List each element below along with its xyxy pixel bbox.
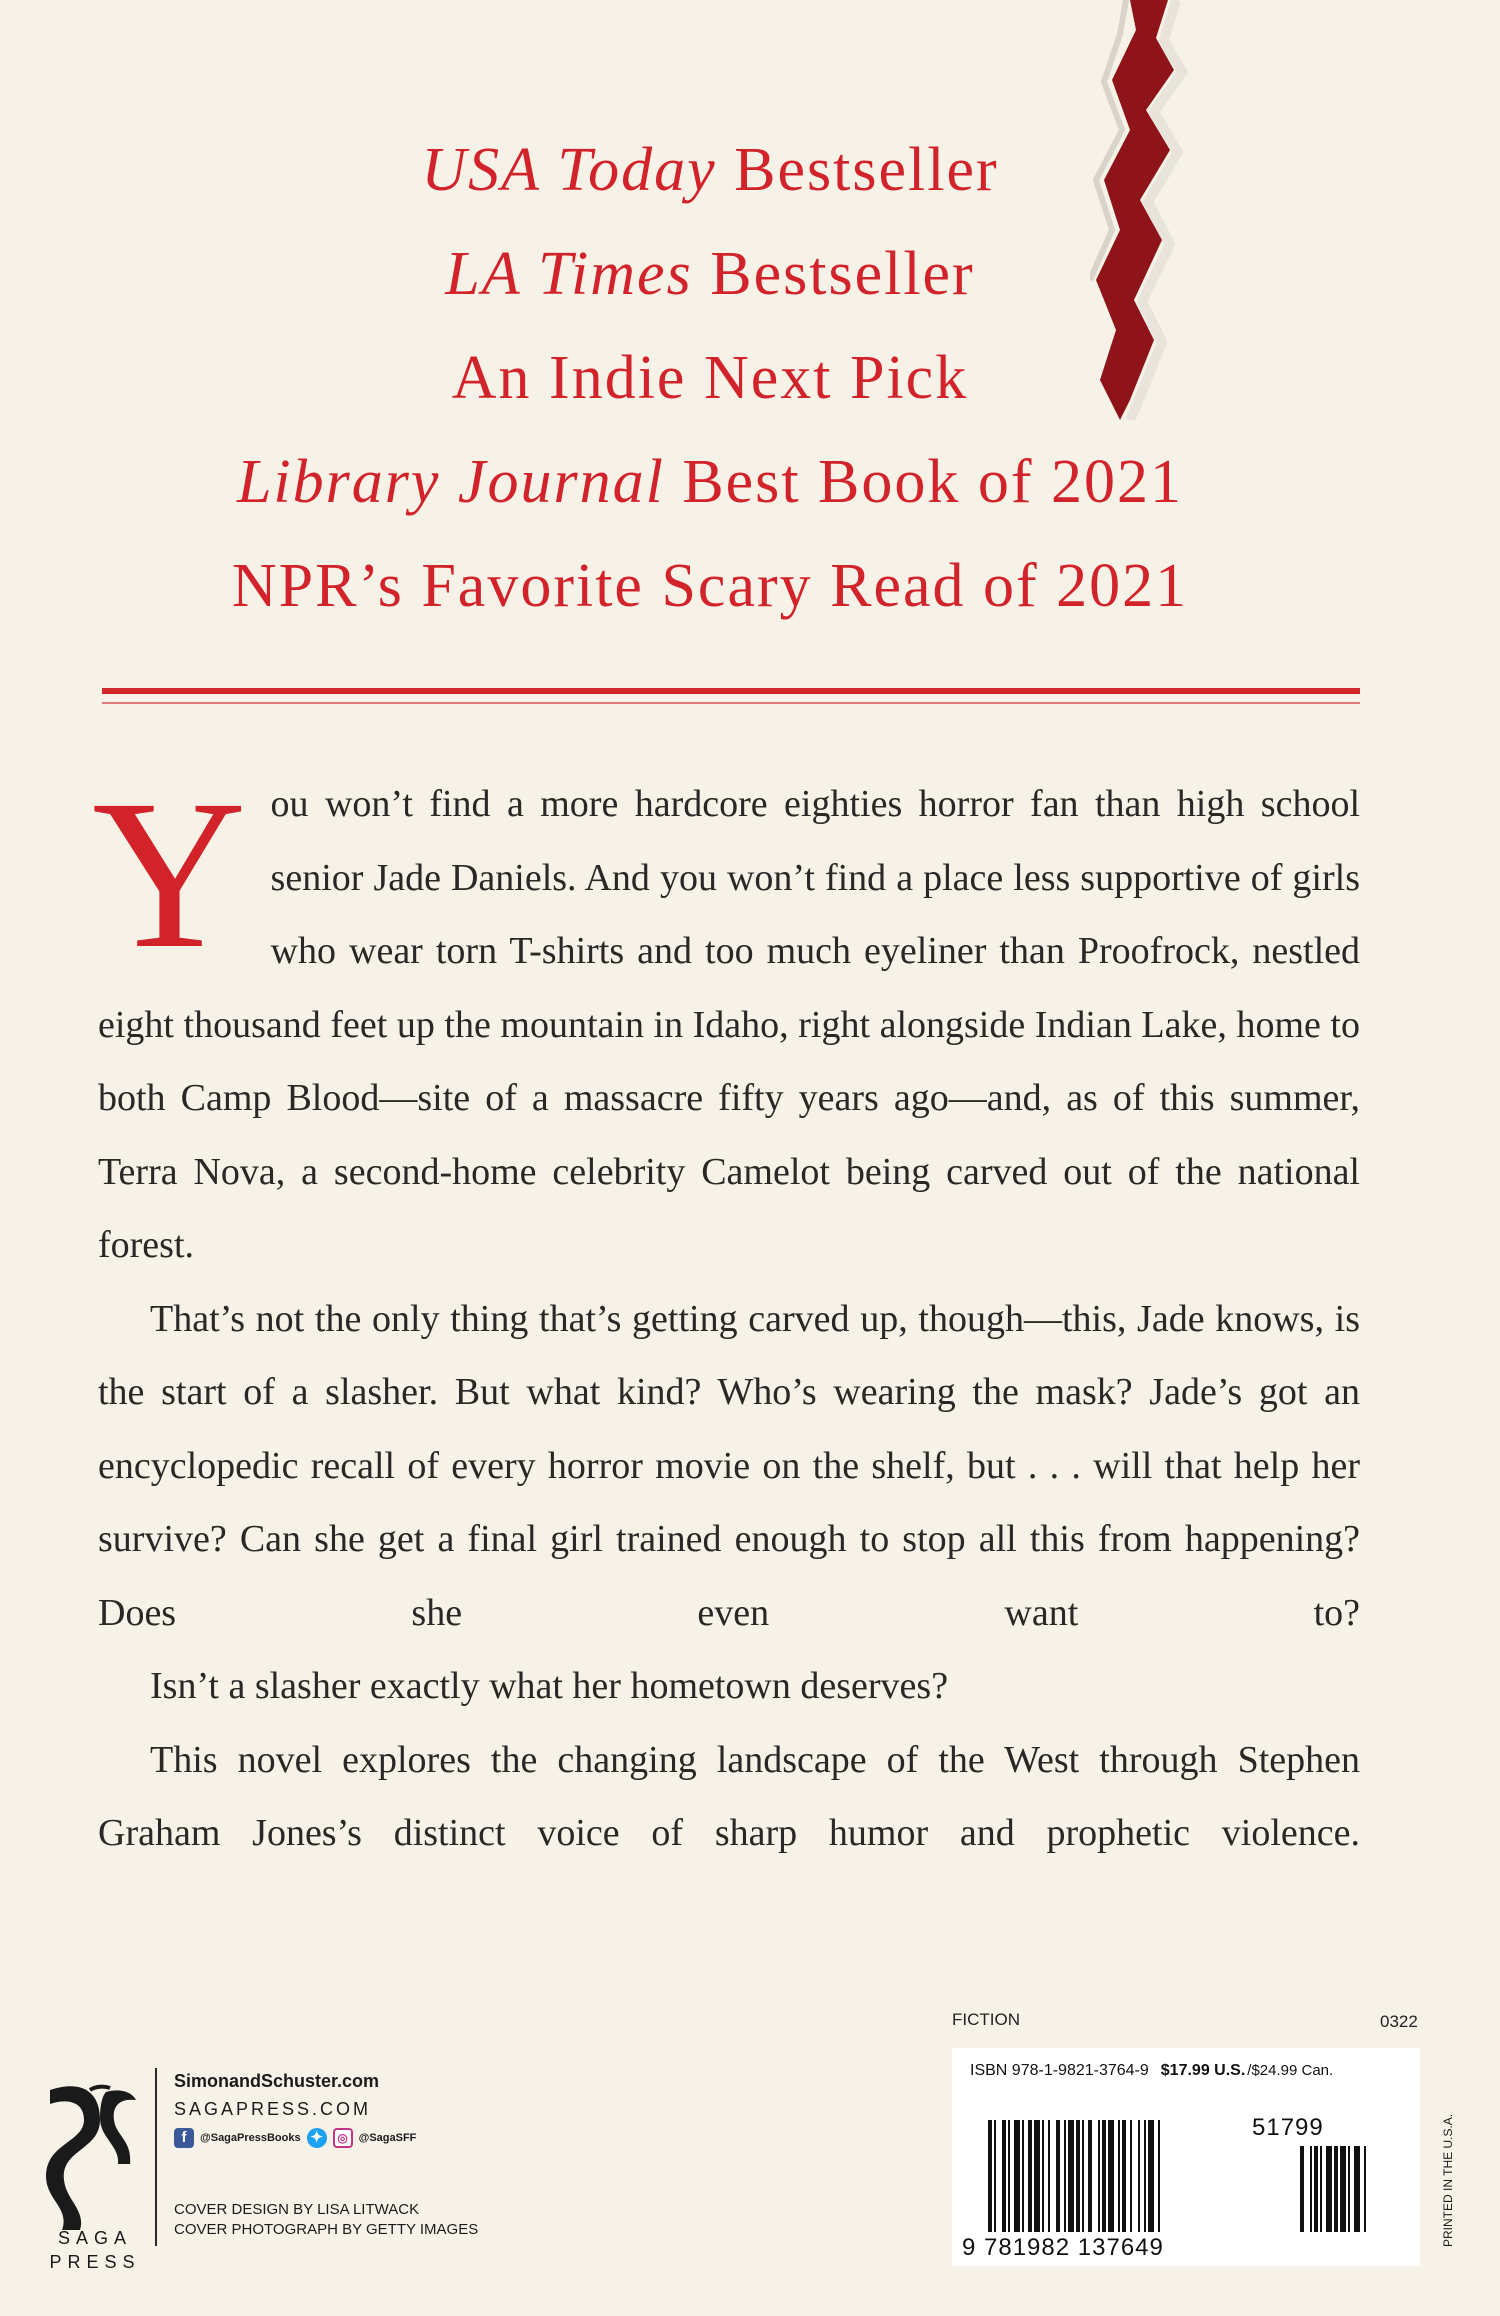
accolades-list bbox=[100, 118, 1320, 638]
cover-photo-credit: COVER PHOTOGRAPH BY GETTY IMAGES bbox=[174, 2221, 479, 2238]
saga-press-wordmark: SAGA PRESS bbox=[49, 2228, 141, 2272]
blurb-paragraph-4: This novel explores the changing landscape of the West through Stephen Graham Jones’s distinct voice of sharp humor and prophetic violence. bbox=[98, 1738, 1360, 1854]
cover-design-credit: COVER DESIGN BY LISA LITWACK bbox=[174, 2201, 420, 2218]
cover-credits bbox=[174, 2200, 478, 2240]
accolade-2: LA Times Bestseller bbox=[445, 240, 975, 308]
divider-rule bbox=[102, 688, 1360, 694]
simon-schuster-link[interactable]: SimonandSchuster.com bbox=[174, 2071, 380, 2091]
saga-press-logo-icon bbox=[40, 2070, 150, 2240]
book-description bbox=[92, 756, 1360, 1871]
facebook-icon[interactable]: f bbox=[174, 2128, 194, 2148]
instagram-icon[interactable]: ◎ bbox=[333, 2128, 353, 2148]
printed-in-label: PRINTED IN THE U.S.A. bbox=[1441, 2113, 1455, 2247]
price-canada: /$24.99 Can. bbox=[1247, 2062, 1334, 2079]
accolade-5: NPR’s Favorite Scary Read of 2021 bbox=[231, 552, 1189, 620]
saga-press-link[interactable]: SAGAPRESS.COM bbox=[174, 2099, 372, 2119]
isbn-number: ISBN 978-1-9821-3764-9 bbox=[970, 2062, 1149, 2079]
accolade-4: Library Journal Best Book of 2021 bbox=[236, 448, 1184, 516]
publisher-separator bbox=[155, 2068, 157, 2246]
print-code: 0322 bbox=[1380, 2012, 1418, 2031]
accolade-3: An Indie Next Pick bbox=[451, 344, 969, 412]
blurb-paragraph-1: You won’t find a more hardcore eighties horror fan than high school senior Jade Daniels. And you won’t find a place less supportive of girls who wear torn T-shirts and too much eyeliner than Proofrock, nestled eight thousand feet up the mountain in Idaho, right alongside Indian Lake, home to both Camp Blood—site of a massacre fifty years ago—and, as of this summer, Terra Nova, a second-home celebrity Camelot being carved out of the national forest. bbox=[92, 756, 1360, 1266]
facebook-handle[interactable]: @SagaPressBooks bbox=[200, 2132, 301, 2144]
barcode-supplement-number: 51799 bbox=[1252, 2114, 1324, 2141]
price-us: $17.99 U.S. bbox=[1160, 2062, 1246, 2079]
instagram-handle[interactable]: @SagaSFF bbox=[358, 2132, 417, 2144]
barcode-digits: 9 781982 137649 bbox=[962, 2234, 1164, 2261]
blurb-paragraph-3: Isn’t a slasher exactly what her hometown deserves? bbox=[150, 1665, 949, 1707]
isbn-barcode-panel bbox=[952, 2048, 1420, 2266]
twitter-icon[interactable]: ✦ bbox=[307, 2128, 327, 2148]
barcode-icon bbox=[988, 2120, 1408, 2232]
isbn-price-line bbox=[970, 2062, 1410, 2080]
social-links bbox=[174, 2128, 416, 2148]
publisher-info bbox=[174, 2068, 416, 2148]
blurb-paragraph-2: That’s not the only thing that’s getting carved up, though—this, Jade knows, is the start of a slasher. But what kind? Who’s wearing the mask? Jade’s got an encyclopedic recall of every horror movie on the shelf, but . . . will that help her survive? Can she get a final girl trained enough to stop all this from happening? Does she even want to? bbox=[98, 1297, 1360, 1634]
category-label: FICTION bbox=[952, 2010, 1020, 2029]
divider-rule-thin bbox=[102, 702, 1360, 704]
accolade-1: USA Today Bestseller bbox=[421, 136, 999, 204]
drop-cap: Y bbox=[92, 756, 247, 993]
